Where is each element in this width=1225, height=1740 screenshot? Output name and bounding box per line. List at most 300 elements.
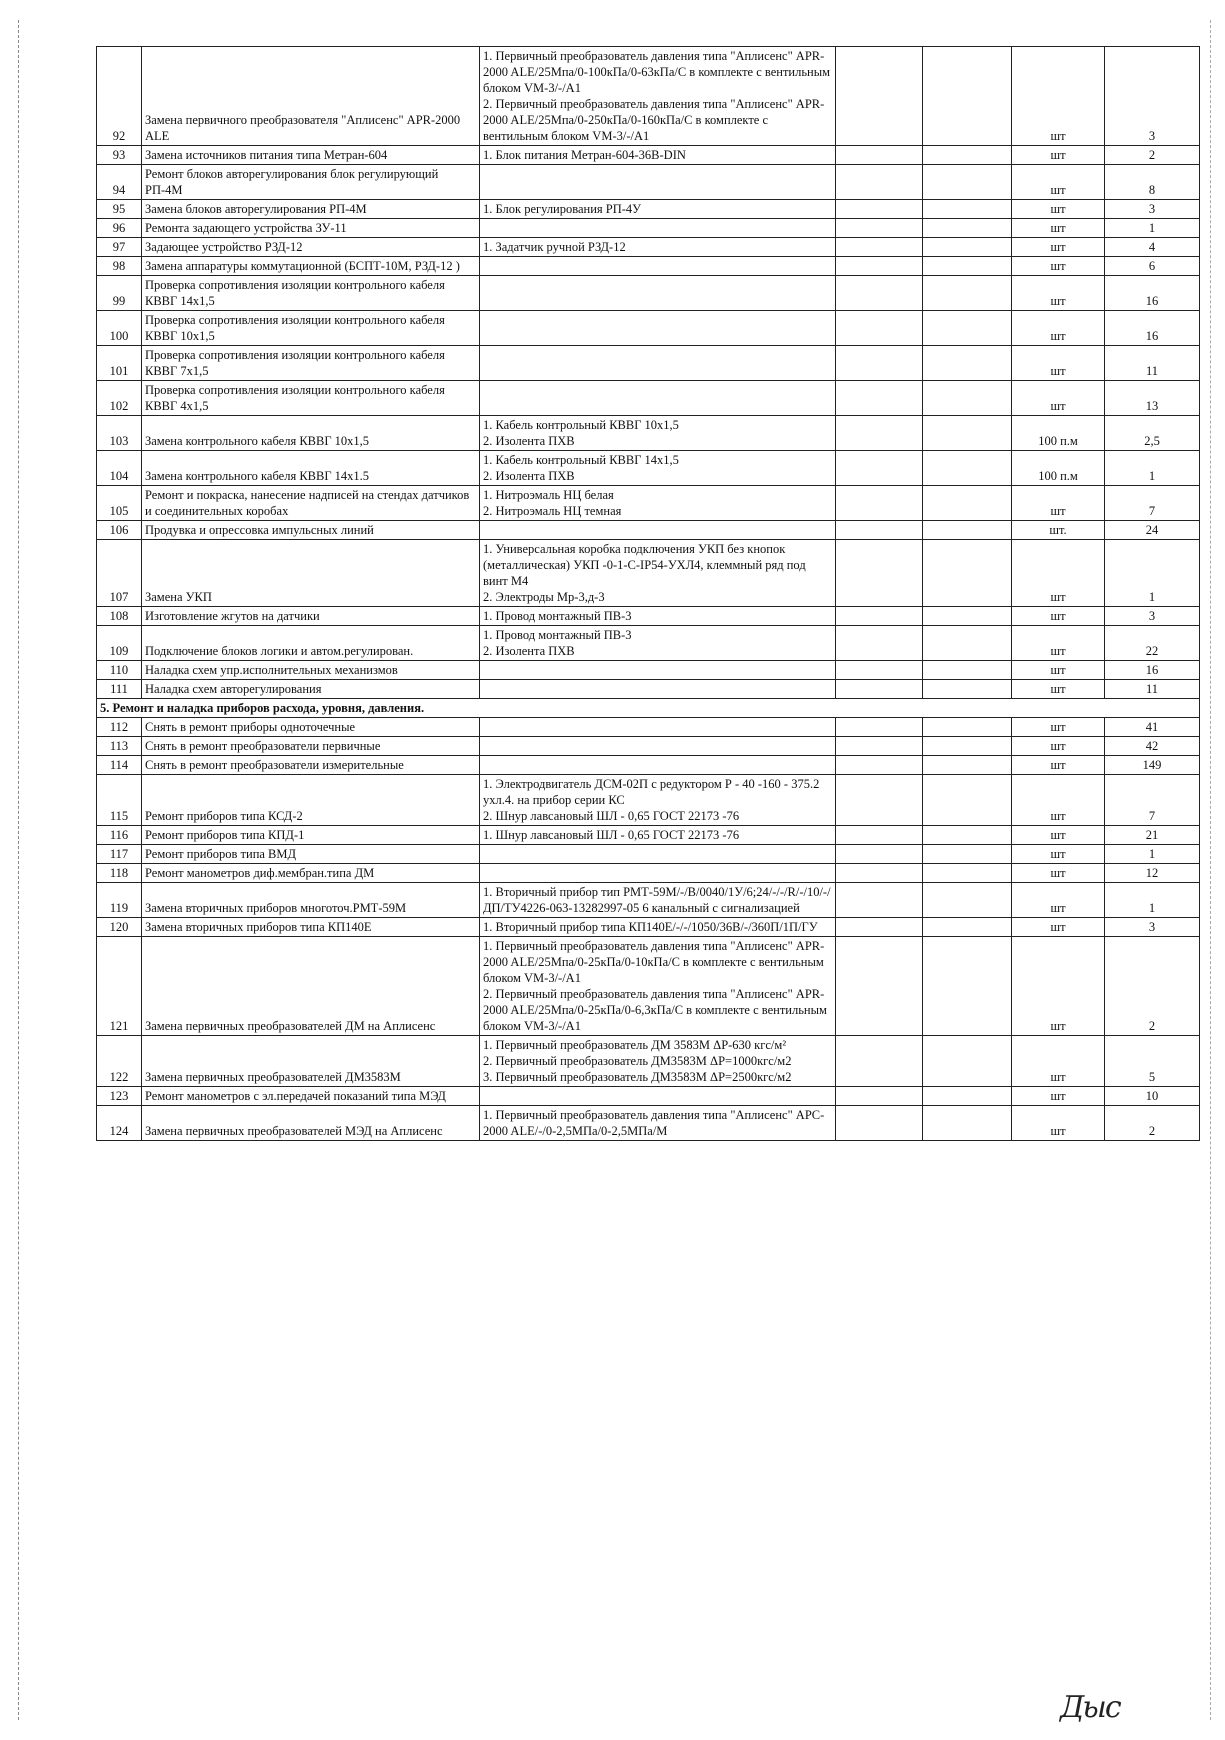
unit-cell: шт	[1012, 680, 1105, 699]
row-number: 101	[97, 346, 142, 381]
empty-cell	[923, 451, 1012, 486]
material-item: 1. Нитроэмаль НЦ белая	[483, 488, 614, 502]
work-description: Замена контрольного кабеля КВВГ 14х1.5	[142, 451, 480, 486]
empty-cell	[923, 540, 1012, 607]
quantity-cell: 41	[1105, 718, 1200, 737]
material-item: 1. Кабель контрольный КВВГ 10х1,5	[483, 418, 679, 432]
materials-list	[480, 826, 836, 845]
quantity-cell: 16	[1105, 661, 1200, 680]
empty-cell	[923, 486, 1012, 521]
table-row	[97, 1087, 1200, 1106]
unit-cell: шт	[1012, 238, 1105, 257]
table-row	[97, 937, 1200, 1036]
quantity-cell: 2	[1105, 1106, 1200, 1141]
row-number: 103	[97, 416, 142, 451]
quantity-cell: 5	[1105, 1036, 1200, 1087]
unit-cell: шт.	[1012, 521, 1105, 540]
empty-cell	[836, 165, 923, 200]
row-number: 104	[97, 451, 142, 486]
row-number: 102	[97, 381, 142, 416]
table-row	[97, 883, 1200, 918]
materials-list	[480, 486, 836, 521]
table-row	[97, 845, 1200, 864]
work-description: Снять в ремонт преобразователи измерительные	[142, 756, 480, 775]
material-item: 1. Первичный преобразователь ДМ 3583М ΔР-630 кгс/м²	[483, 1038, 787, 1052]
work-description: Продувка и опрессовка импульсных линий	[142, 521, 480, 540]
table-row	[97, 47, 1200, 146]
unit-cell: шт	[1012, 845, 1105, 864]
work-description: Замена первичных преобразователей ДМ на Аплисенс	[142, 937, 480, 1036]
unit-cell: шт	[1012, 937, 1105, 1036]
empty-cell	[923, 1087, 1012, 1106]
work-description: Ремонт и покраска, нанесение надписей на стендах датчиков и соединительных коробах	[142, 486, 480, 521]
table-row	[97, 737, 1200, 756]
empty-cell	[923, 918, 1012, 937]
table-row	[97, 346, 1200, 381]
material-item: 1. Универсальная коробка подключения УКП без кнопок (металлическая) УКП -0-1-С-IP54-УХЛ4, клеммный ряд под винт М4	[483, 542, 806, 588]
empty-cell	[923, 346, 1012, 381]
empty-cell	[923, 200, 1012, 219]
table-row	[97, 165, 1200, 200]
quantity-cell: 12	[1105, 864, 1200, 883]
empty-cell	[923, 864, 1012, 883]
row-number: 96	[97, 219, 142, 238]
row-number: 120	[97, 918, 142, 937]
work-description: Ремонта задающего устройства ЗУ-11	[142, 219, 480, 238]
empty-cell	[836, 311, 923, 346]
material-item: 1. Задатчик ручной РЗД-12	[483, 240, 626, 254]
empty-cell	[923, 626, 1012, 661]
signature: Дыс	[1060, 1690, 1120, 1725]
material-item: 1. Первичный преобразователь давления типа "Аплисенс" APR-2000 ALE/25Мпа/0-25кПа/0-10кПа/С в комплекте с вентильным блоком VM-3/-/А1	[483, 939, 825, 985]
table-row	[97, 521, 1200, 540]
table-row	[97, 626, 1200, 661]
work-description: Замена первичных преобразователей МЭД на Аплисенс	[142, 1106, 480, 1141]
empty-cell	[836, 521, 923, 540]
empty-cell	[836, 1036, 923, 1087]
work-description: Снять в ремонт приборы одноточечные	[142, 718, 480, 737]
table-row	[97, 311, 1200, 346]
empty-cell	[923, 1036, 1012, 1087]
empty-cell	[836, 257, 923, 276]
left-margin-line	[18, 20, 19, 1720]
row-number: 112	[97, 718, 142, 737]
empty-cell	[923, 845, 1012, 864]
work-description: Замена аппаратуры коммутационной (БСПТ-10М, РЗД-12 )	[142, 257, 480, 276]
empty-cell	[836, 540, 923, 607]
materials-list	[480, 918, 836, 937]
quantity-cell: 7	[1105, 486, 1200, 521]
materials-list	[480, 346, 836, 381]
table-row	[97, 718, 1200, 737]
quantity-cell: 1	[1105, 883, 1200, 918]
quantity-cell: 11	[1105, 346, 1200, 381]
empty-cell	[836, 718, 923, 737]
work-description: Снять в ремонт преобразователи первичные	[142, 737, 480, 756]
work-description: Замена вторичных приборов типа КП140Е	[142, 918, 480, 937]
materials-list	[480, 451, 836, 486]
materials-list	[480, 219, 836, 238]
quantity-cell: 13	[1105, 381, 1200, 416]
materials-list	[480, 845, 836, 864]
quantity-cell: 2	[1105, 937, 1200, 1036]
work-description: Проверка сопротивления изоляции контрольного кабеля КВВГ 4х1,5	[142, 381, 480, 416]
quantity-cell: 1	[1105, 540, 1200, 607]
material-item: 1. Кабель контрольный КВВГ 14х1,5	[483, 453, 679, 467]
work-description: Ремонт блоков авторегулирования блок регулирующий РП-4М	[142, 165, 480, 200]
material-item: 1. Вторичный прибор тип РМТ-59М/-/В/0040/1У/6;24/-/-/R/-/10/-/ДП/ТУ4226-063-13282997-05 6 канальный с сигнализацией	[483, 885, 831, 915]
table-row	[97, 486, 1200, 521]
quantity-cell: 149	[1105, 756, 1200, 775]
work-description: Замена УКП	[142, 540, 480, 607]
work-description: Замена вторичных приборов многоточ.РМТ-59М	[142, 883, 480, 918]
work-description: Задающее устройство РЗД-12	[142, 238, 480, 257]
work-description: Наладка схем упр.исполнительных механизмов	[142, 661, 480, 680]
row-number: 122	[97, 1036, 142, 1087]
empty-cell	[923, 165, 1012, 200]
empty-cell	[923, 756, 1012, 775]
empty-cell	[923, 381, 1012, 416]
row-number: 116	[97, 826, 142, 845]
materials-list	[480, 540, 836, 607]
material-item: 1. Первичный преобразователь давления типа "Аплисенс" APR-2000 ALE/25Мпа/0-100кПа/0-63кПа/С в комплекте с вентильным блоком VM-3/-/А1	[483, 49, 831, 95]
work-description: Ремонт приборов типа КСД-2	[142, 775, 480, 826]
row-number: 95	[97, 200, 142, 219]
empty-cell	[923, 826, 1012, 845]
material-item: 2. Изолента ПХВ	[483, 469, 575, 483]
unit-cell: шт	[1012, 540, 1105, 607]
material-item: 2. Первичный преобразователь давления типа "Аплисенс" APR-2000 ALE/25Мпа/0-250кПа/0-160кПа/С в комплекте с вентильным блоком VM-3/-/А1	[483, 97, 825, 143]
empty-cell	[836, 219, 923, 238]
empty-cell	[923, 661, 1012, 680]
work-description: Замена контрольного кабеля КВВГ 10х1,5	[142, 416, 480, 451]
materials-list	[480, 775, 836, 826]
table-row	[97, 661, 1200, 680]
section-row	[97, 699, 1200, 718]
empty-cell	[836, 47, 923, 146]
table-row	[97, 146, 1200, 165]
material-item: 2. Нитроэмаль НЦ темная	[483, 504, 622, 518]
unit-cell: шт	[1012, 165, 1105, 200]
work-description: Замена первичного преобразователя "Аплисенс" APR-2000 ALE	[142, 47, 480, 146]
unit-cell: шт	[1012, 146, 1105, 165]
quantity-cell: 3	[1105, 47, 1200, 146]
material-item: 2. Изолента ПХВ	[483, 644, 575, 658]
table-row	[97, 826, 1200, 845]
empty-cell	[836, 276, 923, 311]
unit-cell: шт	[1012, 661, 1105, 680]
empty-cell	[923, 257, 1012, 276]
work-description: Проверка сопротивления изоляции контрольного кабеля КВВГ 14х1,5	[142, 276, 480, 311]
empty-cell	[836, 451, 923, 486]
unit-cell: 100 п.м	[1012, 416, 1105, 451]
table-row	[97, 680, 1200, 699]
row-number: 111	[97, 680, 142, 699]
row-number: 107	[97, 540, 142, 607]
row-number: 98	[97, 257, 142, 276]
quantity-cell: 1	[1105, 845, 1200, 864]
empty-cell	[836, 146, 923, 165]
materials-list	[480, 883, 836, 918]
empty-cell	[836, 381, 923, 416]
table-row	[97, 540, 1200, 607]
empty-cell	[923, 737, 1012, 756]
work-description: Ремонт приборов типа ВМД	[142, 845, 480, 864]
table-row	[97, 607, 1200, 626]
empty-cell	[836, 737, 923, 756]
quantity-cell: 11	[1105, 680, 1200, 699]
empty-cell	[836, 918, 923, 937]
unit-cell: шт	[1012, 737, 1105, 756]
materials-list	[480, 311, 836, 346]
material-item: 2. Первичный преобразователь ДМ3583М ΔР=1000кгс/м2	[483, 1054, 792, 1068]
row-number: 106	[97, 521, 142, 540]
row-number: 114	[97, 756, 142, 775]
table-row	[97, 775, 1200, 826]
work-description: Изготовление жгутов на датчики	[142, 607, 480, 626]
empty-cell	[836, 238, 923, 257]
material-item: 1. Провод монтажный ПВ-3	[483, 609, 632, 623]
quantity-cell: 2,5	[1105, 416, 1200, 451]
row-number: 123	[97, 1087, 142, 1106]
empty-cell	[923, 146, 1012, 165]
quantity-cell: 10	[1105, 1087, 1200, 1106]
empty-cell	[923, 775, 1012, 826]
work-description: Замена источников питания типа Метран-604	[142, 146, 480, 165]
materials-list	[480, 381, 836, 416]
table-row	[97, 200, 1200, 219]
materials-list	[480, 257, 836, 276]
table-row	[97, 381, 1200, 416]
row-number: 93	[97, 146, 142, 165]
quantity-cell: 2	[1105, 146, 1200, 165]
empty-cell	[836, 775, 923, 826]
quantity-cell: 4	[1105, 238, 1200, 257]
table-row	[97, 276, 1200, 311]
quantity-cell: 8	[1105, 165, 1200, 200]
work-description: Ремонт манометров диф.мембран.типа ДМ	[142, 864, 480, 883]
material-item: 1. Шнур лавсановый ШЛ - 0,65 ГОСТ 22173 -76	[483, 828, 740, 842]
section-header-body	[97, 699, 1200, 718]
empty-cell	[836, 1087, 923, 1106]
unit-cell: шт	[1012, 47, 1105, 146]
work-description: Наладка схем авторегулирования	[142, 680, 480, 699]
table-row	[97, 451, 1200, 486]
unit-cell: шт	[1012, 486, 1105, 521]
table-row	[97, 416, 1200, 451]
materials-list	[480, 146, 836, 165]
empty-cell	[836, 826, 923, 845]
row-number: 124	[97, 1106, 142, 1141]
section-title: 5. Ремонт и наладка приборов расхода, уровня, давления.	[97, 699, 1200, 718]
empty-cell	[923, 937, 1012, 1036]
unit-cell: шт	[1012, 1036, 1105, 1087]
materials-list	[480, 165, 836, 200]
unit-cell: шт	[1012, 311, 1105, 346]
works-table	[96, 46, 1200, 1141]
work-description: Замена первичных преобразователей ДМ3583М	[142, 1036, 480, 1087]
empty-cell	[923, 1106, 1012, 1141]
table-row	[97, 238, 1200, 257]
empty-cell	[923, 276, 1012, 311]
work-description: Подключение блоков логики и автом.регулирован.	[142, 626, 480, 661]
row-number: 109	[97, 626, 142, 661]
quantity-cell: 3	[1105, 918, 1200, 937]
unit-cell: шт	[1012, 775, 1105, 826]
materials-list	[480, 680, 836, 699]
quantity-cell: 7	[1105, 775, 1200, 826]
materials-list	[480, 416, 836, 451]
table-row	[97, 1036, 1200, 1087]
empty-cell	[923, 47, 1012, 146]
quantity-cell: 42	[1105, 737, 1200, 756]
unit-cell: шт	[1012, 918, 1105, 937]
quantity-cell: 16	[1105, 311, 1200, 346]
materials-list	[480, 626, 836, 661]
empty-cell	[836, 864, 923, 883]
empty-cell	[836, 200, 923, 219]
work-description: Ремонт манометров с эл.передачей показаний типа МЭД	[142, 1087, 480, 1106]
empty-cell	[836, 1106, 923, 1141]
table-row	[97, 1106, 1200, 1141]
row-number: 92	[97, 47, 142, 146]
material-item: 2. Изолента ПХВ	[483, 434, 575, 448]
materials-list	[480, 200, 836, 219]
row-number: 108	[97, 607, 142, 626]
unit-cell: 100 п.м	[1012, 451, 1105, 486]
material-item: 1. Блок питания Метран-604-36В-DIN	[483, 148, 686, 162]
materials-list	[480, 1087, 836, 1106]
quantity-cell: 24	[1105, 521, 1200, 540]
material-item: 2. Электроды Мр-3,д-3	[483, 590, 605, 604]
materials-list	[480, 47, 836, 146]
unit-cell: шт	[1012, 1106, 1105, 1141]
material-item: 1. Провод монтажный ПВ-3	[483, 628, 632, 642]
materials-list	[480, 756, 836, 775]
material-item: 1. Вторичный прибор типа КП140Е/-/-/1050/36В/-/360П/1П/ГУ	[483, 920, 818, 934]
table-row	[97, 864, 1200, 883]
empty-cell	[836, 626, 923, 661]
row-number: 113	[97, 737, 142, 756]
row-number: 119	[97, 883, 142, 918]
empty-cell	[836, 680, 923, 699]
empty-cell	[836, 883, 923, 918]
unit-cell: шт	[1012, 826, 1105, 845]
materials-list	[480, 737, 836, 756]
empty-cell	[923, 718, 1012, 737]
material-item: 1. Электродвигатель ДСМ-02П с редуктором Р - 40 -160 - 375.2 ухл.4. на прибор серии КС	[483, 777, 820, 807]
table-row	[97, 219, 1200, 238]
quantity-cell: 3	[1105, 607, 1200, 626]
materials-list	[480, 1106, 836, 1141]
quantity-cell: 6	[1105, 257, 1200, 276]
table-row	[97, 257, 1200, 276]
materials-list	[480, 937, 836, 1036]
material-item: 1. Первичный преобразователь давления типа "Аплисенс" APC-2000 ALE/-/0-2,5МПа/0-2,5МПа/М	[483, 1108, 825, 1138]
empty-cell	[923, 680, 1012, 699]
materials-list	[480, 607, 836, 626]
document-sheet	[96, 46, 1162, 1141]
materials-list	[480, 276, 836, 311]
empty-cell	[923, 883, 1012, 918]
unit-cell: шт	[1012, 756, 1105, 775]
material-item: 2. Шнур лавсановый ШЛ - 0,65 ГОСТ 22173 -76	[483, 809, 740, 823]
empty-cell	[836, 661, 923, 680]
unit-cell: шт	[1012, 1087, 1105, 1106]
row-number: 118	[97, 864, 142, 883]
materials-list	[480, 1036, 836, 1087]
materials-list	[480, 521, 836, 540]
table-row	[97, 918, 1200, 937]
table-body-part-1	[97, 47, 1200, 699]
unit-cell: шт	[1012, 219, 1105, 238]
quantity-cell: 1	[1105, 451, 1200, 486]
empty-cell	[923, 238, 1012, 257]
empty-cell	[923, 521, 1012, 540]
empty-cell	[923, 219, 1012, 238]
row-number: 100	[97, 311, 142, 346]
unit-cell: шт	[1012, 626, 1105, 661]
table-row	[97, 756, 1200, 775]
materials-list	[480, 238, 836, 257]
materials-list	[480, 661, 836, 680]
quantity-cell: 3	[1105, 200, 1200, 219]
work-description: Замена блоков авторегулирования РП-4М	[142, 200, 480, 219]
material-item: 1. Блок регулирования РП-4У	[483, 202, 642, 216]
empty-cell	[836, 346, 923, 381]
materials-list	[480, 718, 836, 737]
material-item: 2. Первичный преобразователь давления типа "Аплисенс" APR-2000 ALE/25Мпа/0-25кПа/0-6,3кПа/С в комплекте с вентильным блоком VM-3/-/А1	[483, 987, 827, 1033]
material-item: 3. Первичный преобразователь ДМ3583М ΔР=2500кгс/м2	[483, 1070, 792, 1084]
empty-cell	[923, 416, 1012, 451]
empty-cell	[836, 607, 923, 626]
row-number: 99	[97, 276, 142, 311]
table-body-part-2	[97, 718, 1200, 1141]
row-number: 94	[97, 165, 142, 200]
quantity-cell: 1	[1105, 219, 1200, 238]
row-number: 121	[97, 937, 142, 1036]
empty-cell	[836, 937, 923, 1036]
work-description: Проверка сопротивления изоляции контрольного кабеля КВВГ 10х1,5	[142, 311, 480, 346]
work-description: Ремонт приборов типа КПД-1	[142, 826, 480, 845]
materials-list	[480, 864, 836, 883]
unit-cell: шт	[1012, 864, 1105, 883]
unit-cell: шт	[1012, 883, 1105, 918]
empty-cell	[836, 845, 923, 864]
unit-cell: шт	[1012, 381, 1105, 416]
unit-cell: шт	[1012, 257, 1105, 276]
empty-cell	[923, 311, 1012, 346]
empty-cell	[836, 756, 923, 775]
work-description: Проверка сопротивления изоляции контрольного кабеля КВВГ 7х1,5	[142, 346, 480, 381]
quantity-cell: 22	[1105, 626, 1200, 661]
quantity-cell: 21	[1105, 826, 1200, 845]
unit-cell: шт	[1012, 607, 1105, 626]
unit-cell: шт	[1012, 200, 1105, 219]
row-number: 105	[97, 486, 142, 521]
empty-cell	[836, 416, 923, 451]
row-number: 117	[97, 845, 142, 864]
right-margin-line	[1210, 20, 1211, 1720]
row-number: 110	[97, 661, 142, 680]
unit-cell: шт	[1012, 346, 1105, 381]
quantity-cell: 16	[1105, 276, 1200, 311]
row-number: 115	[97, 775, 142, 826]
empty-cell	[923, 607, 1012, 626]
unit-cell: шт	[1012, 276, 1105, 311]
unit-cell: шт	[1012, 718, 1105, 737]
row-number: 97	[97, 238, 142, 257]
